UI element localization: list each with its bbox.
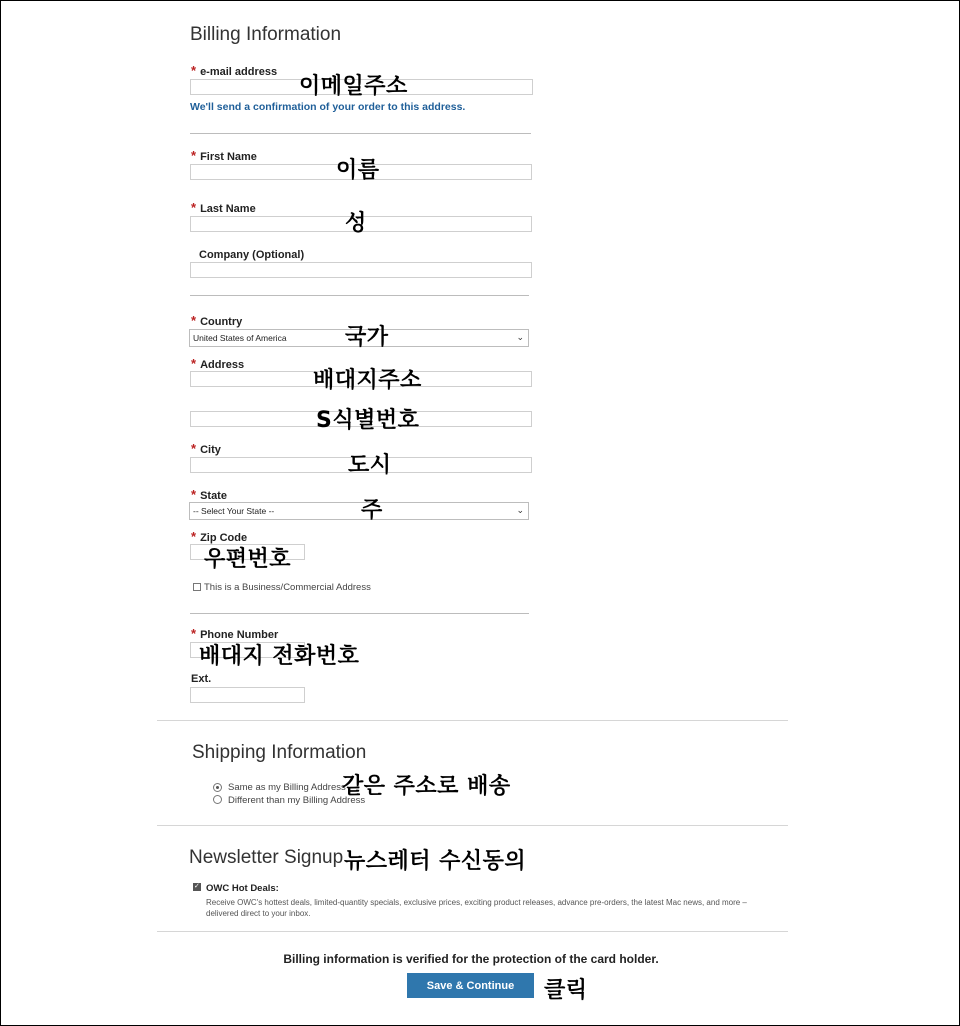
newsletter-title: Newsletter Signup: [189, 847, 344, 868]
zip-label: Zip Code: [200, 532, 248, 544]
city-label-row: [191, 440, 221, 458]
city-label: City: [200, 444, 221, 456]
required-mark: *: [191, 356, 197, 371]
shipping-annotation: 같은 주소로 배송: [342, 774, 511, 799]
save-continue-button[interactable]: Save & Continue: [407, 973, 534, 998]
address-label: Address: [200, 359, 245, 371]
different-address-label: Different than my Billing Address: [228, 795, 366, 806]
ext-label: Ext.: [191, 673, 212, 685]
click-annotation: 클릭: [544, 978, 588, 1003]
state-annotation: 주: [361, 498, 383, 523]
required-mark: *: [191, 626, 197, 641]
hot-deals-description-line1: Receive OWC's hottest deals, limited-quantity specials, exclusive prices, exciting product releases, advance pre-orders, the latest Mac news, and more –: [206, 898, 747, 907]
required-mark: *: [191, 529, 197, 544]
email-label: e-mail address: [200, 66, 278, 78]
country-label-row: [191, 312, 242, 330]
hot-deals-description-line2: delivered direct to your inbox.: [206, 909, 311, 918]
state-label: State: [200, 490, 227, 502]
phone-annotation: 배대지 전화번호: [199, 644, 360, 669]
same-as-billing-radio[interactable]: [213, 783, 222, 792]
divider: [190, 133, 531, 134]
required-mark: *: [191, 313, 197, 328]
country-label: Country: [200, 316, 243, 328]
last-name-label-row: [191, 199, 256, 217]
verification-notice: Billing information is verified for the protection of the card holder.: [283, 952, 659, 966]
email-label-row: [191, 62, 277, 80]
required-mark: *: [191, 148, 197, 163]
hot-deals-checkbox[interactable]: [193, 883, 201, 891]
country-select-value: United States of America: [193, 333, 287, 343]
company-label: Company (Optional): [199, 249, 305, 261]
divider: [190, 295, 529, 296]
chevron-down-icon: ⌄: [516, 505, 524, 515]
address-annotation: 배대지주소: [313, 368, 422, 393]
first-name-annotation: 이름: [336, 158, 380, 183]
business-address-label: This is a Business/Commercial Address: [204, 582, 371, 593]
billing-title: Billing Information: [190, 24, 342, 45]
same-as-billing-label: Same as my Billing Address: [228, 782, 346, 793]
required-mark: *: [191, 487, 197, 502]
address-line2-annotation: S식별번호: [316, 408, 420, 433]
first-name-label: First Name: [200, 151, 257, 163]
email-hint: We'll send a confirmation of your order to this address.: [190, 101, 466, 113]
last-name-annotation: 성: [345, 211, 367, 236]
last-name-label: Last Name: [200, 203, 256, 215]
newsletter-annotation: 뉴스레터 수신동의: [344, 849, 527, 874]
required-mark: *: [191, 63, 197, 78]
company-field[interactable]: [190, 262, 532, 278]
section-divider: [157, 825, 788, 826]
hot-deals-label: OWC Hot Deals:: [206, 883, 279, 894]
required-mark: *: [191, 441, 197, 456]
section-divider: [157, 720, 788, 721]
shipping-title: Shipping Information: [192, 742, 367, 763]
state-select[interactable]: [189, 502, 529, 520]
first-name-label-row: [191, 147, 257, 165]
chevron-down-icon: ⌄: [516, 332, 524, 342]
required-mark: *: [191, 200, 197, 215]
business-address-checkbox[interactable]: [193, 583, 201, 591]
different-address-radio[interactable]: [213, 795, 222, 804]
zip-annotation: 우편번호: [204, 547, 292, 572]
divider: [190, 613, 529, 614]
country-annotation: 국가: [345, 325, 389, 350]
ext-field[interactable]: [190, 687, 305, 703]
state-select-value: -- Select Your State --: [193, 506, 275, 516]
city-annotation: 도시: [348, 453, 392, 478]
email-annotation: 이메일주소: [299, 74, 408, 99]
phone-label: Phone Number: [200, 629, 279, 641]
section-divider: [157, 931, 788, 932]
